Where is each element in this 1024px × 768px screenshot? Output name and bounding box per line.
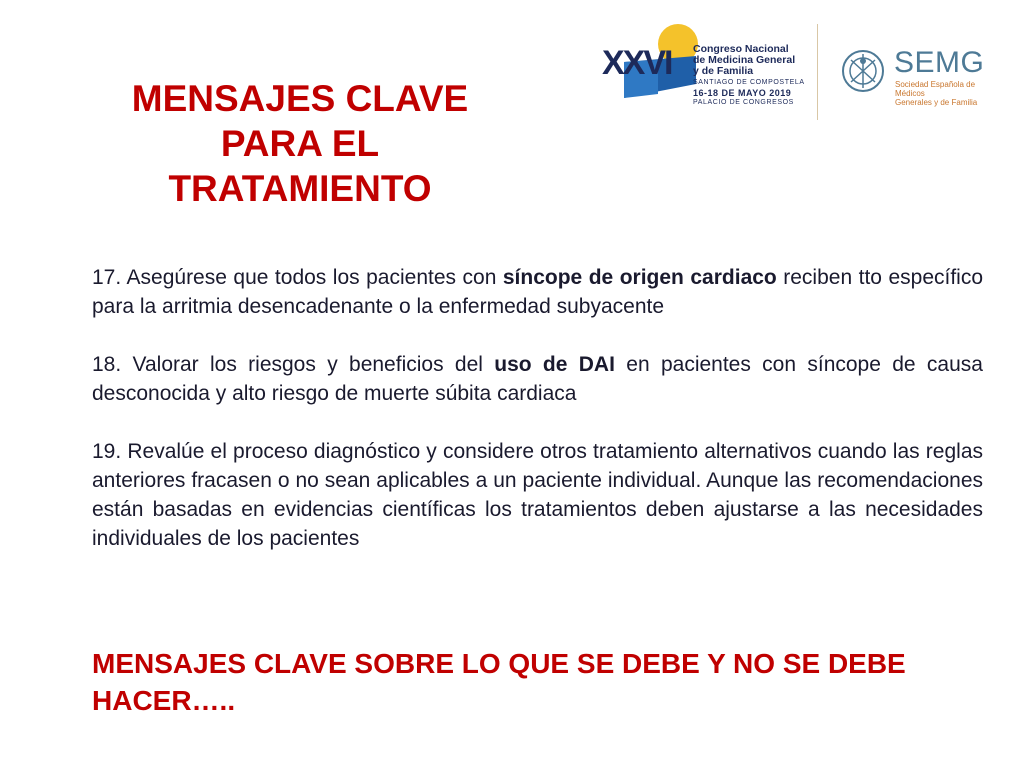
item-text: 18. Valorar los riesgos y beneficios del bbox=[92, 353, 495, 376]
semg-logo bbox=[840, 42, 990, 112]
slide-title bbox=[100, 76, 500, 211]
logo-divider bbox=[817, 24, 818, 120]
congress-logo bbox=[600, 22, 810, 122]
recommendation-item bbox=[92, 350, 983, 408]
item-text: en pacientes con síncope de causa desconocida y alto riesgo de muerte súbita cardiaca bbox=[92, 353, 983, 405]
slide-title-line: MENSAJES CLAVE bbox=[131, 78, 469, 119]
congress-name-line: de Medicina General bbox=[693, 54, 796, 66]
logo-bar bbox=[600, 22, 990, 122]
slide-title-line: PARA EL bbox=[220, 123, 380, 164]
semg-subtitle-line: Generales y de Familia bbox=[895, 98, 978, 107]
semg-wordmark: SEMG bbox=[894, 46, 985, 79]
congress-dates: 16-18 DE MAYO 2019 bbox=[693, 88, 792, 98]
footer-heading: MENSAJES CLAVE SOBRE LO QUE SE DEBE Y NO SE DEBE HACER….. bbox=[92, 648, 906, 716]
congress-name bbox=[693, 44, 795, 77]
congress-emblem-icon bbox=[600, 22, 700, 102]
recommendations bbox=[92, 263, 983, 582]
recommendation-item bbox=[92, 437, 983, 553]
recommendation-item bbox=[92, 263, 983, 321]
item-highlight: síncope de origen cardiaco bbox=[502, 266, 777, 289]
item-highlight: uso de DAI bbox=[494, 353, 615, 376]
semg-subtitle bbox=[895, 80, 990, 107]
congress-venue: PALACIO DE CONGRESOS bbox=[693, 99, 794, 106]
item-text: reciben tto específico para la arritmia desencadenante o la enfermedad subyacente bbox=[92, 266, 984, 318]
semg-subtitle-line: Sociedad Española de Médicos bbox=[895, 80, 976, 98]
slide-title-line: TRATAMIENTO bbox=[168, 168, 432, 209]
congress-city: SANTIAGO DE COMPOSTELA bbox=[693, 79, 805, 86]
congress-name-line: Congreso Nacional bbox=[693, 43, 789, 55]
item-text: 19. Revalúe el proceso diagnóstico y considere otros tratamiento alternativos cuando las reglas anteriores fracasen o no sean aplicables a un paciente individual. Aunque las recomendaciones están basadas en evidencias científicas los tratamientos deben ajustarse a las necesidades individuales de los pacientes bbox=[92, 440, 983, 550]
semg-emblem-icon bbox=[840, 48, 886, 94]
congress-name-line: y de Familia bbox=[693, 65, 754, 77]
congress-roman: XXVI bbox=[602, 44, 672, 82]
item-text: 17. Asegúrese que todos los pacientes con bbox=[92, 266, 503, 289]
